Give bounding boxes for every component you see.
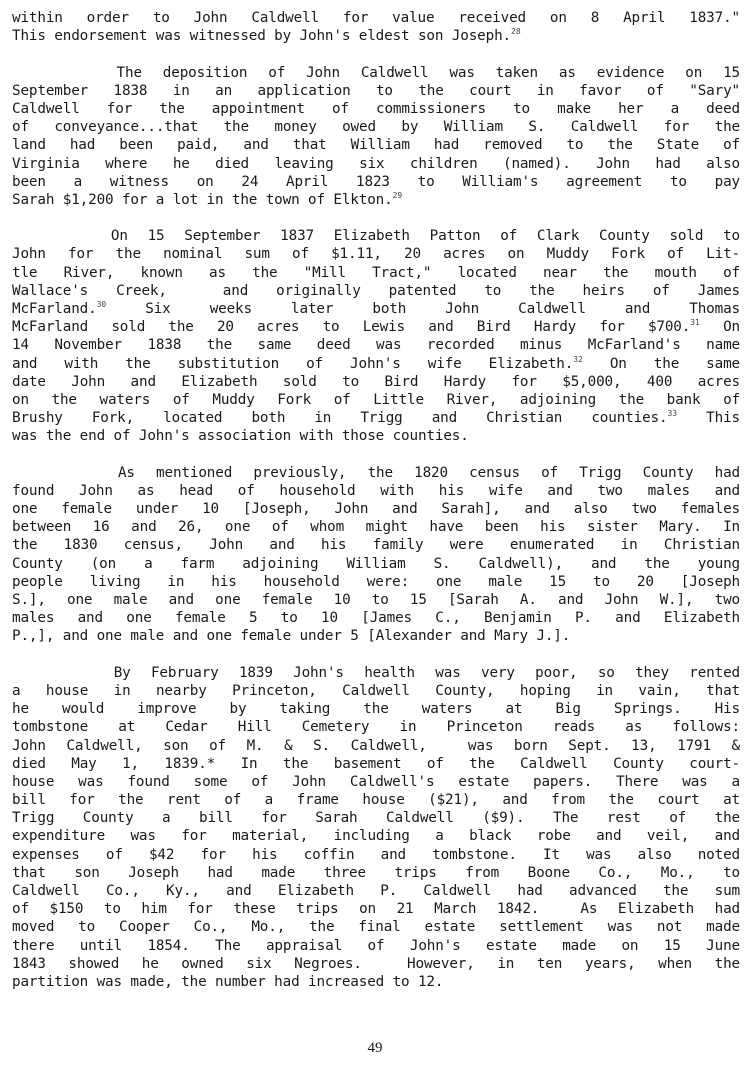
text-line <box>12 900 740 918</box>
text-line <box>12 64 740 82</box>
line-text-after-footnote: On <box>699 319 740 336</box>
line-text: of $150 to him for these trips on 21 March 1842. As Elizabeth had <box>12 901 740 918</box>
text-line <box>12 318 740 336</box>
text-line <box>12 973 740 991</box>
line-text: McFarland sold the 20 acres to Lewis and Bird Hardy for $700. <box>12 319 691 336</box>
line-text: was the end of John's association with those counties. <box>12 428 469 445</box>
line-text: tombstone at Cedar Hill Cemetery in Princeton reads as follows: <box>12 719 740 736</box>
text-line <box>12 937 740 955</box>
footnote-marker: 31 <box>690 318 700 328</box>
line-text: 1843 showed he owned six Negroes. However, in ten years, when the <box>12 955 740 972</box>
line-text: Wallace's Creek, and originally patented to the heirs of James <box>12 282 740 299</box>
footnote-marker: 30 <box>96 300 107 310</box>
text-line <box>12 846 740 864</box>
line-text: expenses of $42 for his coffin and tombstone. It was also noted <box>12 846 740 863</box>
text-line <box>12 718 740 736</box>
paragraph-gap <box>12 209 740 227</box>
text-line <box>12 373 740 391</box>
paragraph-gap <box>12 646 740 664</box>
line-text: house was found some of John Caldwell's estate papers. There was a <box>12 773 740 790</box>
line-text: By February 1839 John's health was very poor, so they rented <box>12 664 740 681</box>
text-line <box>12 9 740 27</box>
line-text: on the waters of Muddy Fork of Little River, adjoining the bank of <box>12 391 740 408</box>
text-line <box>12 118 740 136</box>
line-text: Sarah $1,200 for a lot in the town of Elkton. <box>12 191 393 208</box>
line-text-after-footnote: This <box>677 410 740 427</box>
line-text: September 1838 in an application to the court in favor of "Sary" <box>12 82 740 99</box>
page-number: 49 <box>367 1040 383 1056</box>
text-line <box>12 609 740 627</box>
line-text: died May 1, 1839.* In the basement of the Caldwell County court- <box>12 755 740 772</box>
line-text: males and one female 5 to 10 [James C., Benjamin P. and Elizabeth <box>12 610 740 627</box>
text-line <box>12 627 740 645</box>
text-line <box>12 391 740 409</box>
line-text: and with the substitution of John's wife Elizabeth. <box>12 355 574 372</box>
line-text: within order to John Caldwell for value received on 8 April 1837." <box>12 10 740 26</box>
text-line <box>12 737 740 755</box>
footnote-marker: 29 <box>392 191 403 201</box>
line-text: a house in nearby Princeton, Caldwell County, hoping in vain, that <box>12 682 740 699</box>
text-line <box>12 700 740 718</box>
text-line <box>12 664 740 682</box>
text-line <box>12 864 740 882</box>
line-text: Trigg County a bill for Sarah Caldwell ($9). The rest of the <box>12 810 740 827</box>
text-line <box>12 555 740 573</box>
paragraph-p1 <box>12 9 740 45</box>
text-line <box>12 755 740 773</box>
line-text: that son Joseph had made three trips from Boone Co., Mo., to <box>12 864 740 881</box>
line-text: date John and Elizabeth sold to Bird Hardy for $5,000, 400 acres <box>12 373 740 390</box>
line-text: of conveyance...that the money owed by William S. Caldwell for the <box>12 119 740 136</box>
line-text: John for the nominal sum of $1.11, 20 acres on Muddy Fork of Lit- <box>12 246 740 263</box>
line-text: Caldwell Co., Ky., and Elizabeth P. Caldwell had advanced the sum <box>12 883 740 899</box>
line-text: moved to Cooper Co., Mo., the final estate settlement was not made <box>12 919 740 936</box>
text-line <box>12 264 740 282</box>
paragraph-p3 <box>12 227 740 445</box>
text-line <box>12 155 740 173</box>
line-text-after-footnote: Six weeks later both John Caldwell and Thomas <box>106 301 740 317</box>
paragraph-p5 <box>12 664 740 991</box>
line-text: McFarland. <box>12 301 97 317</box>
text-line <box>12 82 740 100</box>
paragraph-p4 <box>12 464 740 646</box>
paragraph-gap <box>12 446 740 464</box>
text-line <box>12 227 740 245</box>
line-text: been a witness on 24 April 1823 to William's agreement to pay <box>12 173 740 190</box>
line-text: On 15 September 1837 Elizabeth Patton of Clark County sold to <box>12 228 740 245</box>
line-text: tle River, known as the "Mill Tract," located near the mouth of <box>12 264 740 281</box>
page-body <box>12 9 740 991</box>
text-line <box>12 536 740 554</box>
text-line <box>12 773 740 791</box>
line-text: 14 November 1838 the same deed was recorded minus McFarland's name <box>12 337 740 354</box>
line-text: As mentioned previously, the 1820 census of Trigg County had <box>12 464 740 481</box>
line-text: Caldwell for the appointment of commissioners to make her a deed <box>12 100 740 117</box>
paragraph-gap <box>12 45 740 63</box>
line-text: expenditure was for material, including a black robe and veil, and <box>12 828 740 845</box>
text-line <box>12 245 740 263</box>
text-line <box>12 682 740 700</box>
text-line <box>12 409 740 427</box>
text-line <box>12 427 740 445</box>
text-line <box>12 791 740 809</box>
text-line <box>12 827 740 845</box>
line-text: bill for the rent of a frame house ($21), and from the court at <box>12 792 740 809</box>
line-text: people living in his household were: one male 15 to 20 [Joseph <box>12 573 740 590</box>
text-line <box>12 955 740 973</box>
text-line <box>12 918 740 936</box>
text-line <box>12 300 740 318</box>
text-line <box>12 809 740 827</box>
line-text: between 16 and 26, one of whom might have been his sister Mary. In <box>12 519 740 536</box>
text-line <box>12 100 740 118</box>
paragraph-p2 <box>12 64 740 210</box>
text-line <box>12 882 740 900</box>
text-line <box>12 336 740 354</box>
footnote-marker: 33 <box>667 409 678 419</box>
text-line <box>12 591 740 609</box>
line-text: one female under 10 [Joseph, John and Sarah], and also two females <box>12 501 740 518</box>
line-text: the 1830 census, John and his family were enumerated in Christian <box>12 537 740 554</box>
line-text: County (on a farm adjoining William S. Caldwell), and the young <box>12 555 740 572</box>
line-text: John Caldwell, son of M. & S. Caldwell, was born Sept. 13, 1791 & <box>12 737 740 754</box>
text-line <box>12 282 740 300</box>
line-text: Virginia where he died leaving six children (named). John had also <box>12 155 740 172</box>
line-text: land had been paid, and that William had removed to the State of <box>12 137 740 154</box>
text-line <box>12 173 740 191</box>
line-text: he would improve by taking the waters at Big Springs. His <box>12 701 740 718</box>
footnote-marker: 28 <box>511 27 521 37</box>
line-text: partition was made, the number had increased to 12. <box>12 973 444 990</box>
line-text: S.], one male and one female 10 to 15 [Sarah A. and John W.], two <box>12 592 740 608</box>
text-line <box>12 191 740 209</box>
line-text-after-footnote: On the same <box>582 355 740 372</box>
text-line <box>12 500 740 518</box>
line-text: The deposition of John Caldwell was taken as evidence on 15 <box>12 64 740 81</box>
line-text: This endorsement was witnessed by John's eldest son Joseph. <box>12 28 511 45</box>
text-line <box>12 518 740 536</box>
line-text: there until 1854. The appraisal of John's estate made on 15 June <box>12 937 740 954</box>
text-line <box>12 573 740 591</box>
footnote-marker: 32 <box>573 354 583 364</box>
text-line <box>12 136 740 154</box>
text-line <box>12 464 740 482</box>
text-line <box>12 355 740 373</box>
line-text: found John as head of household with his wife and two males and <box>12 482 740 499</box>
text-line <box>12 482 740 500</box>
line-text: P.,], and one male and one female under 5 [Alexander and Mary J.]. <box>12 628 571 645</box>
line-text: Brushy Fork, located both in Trigg and Christian counties. <box>12 410 668 427</box>
text-line <box>12 27 740 45</box>
